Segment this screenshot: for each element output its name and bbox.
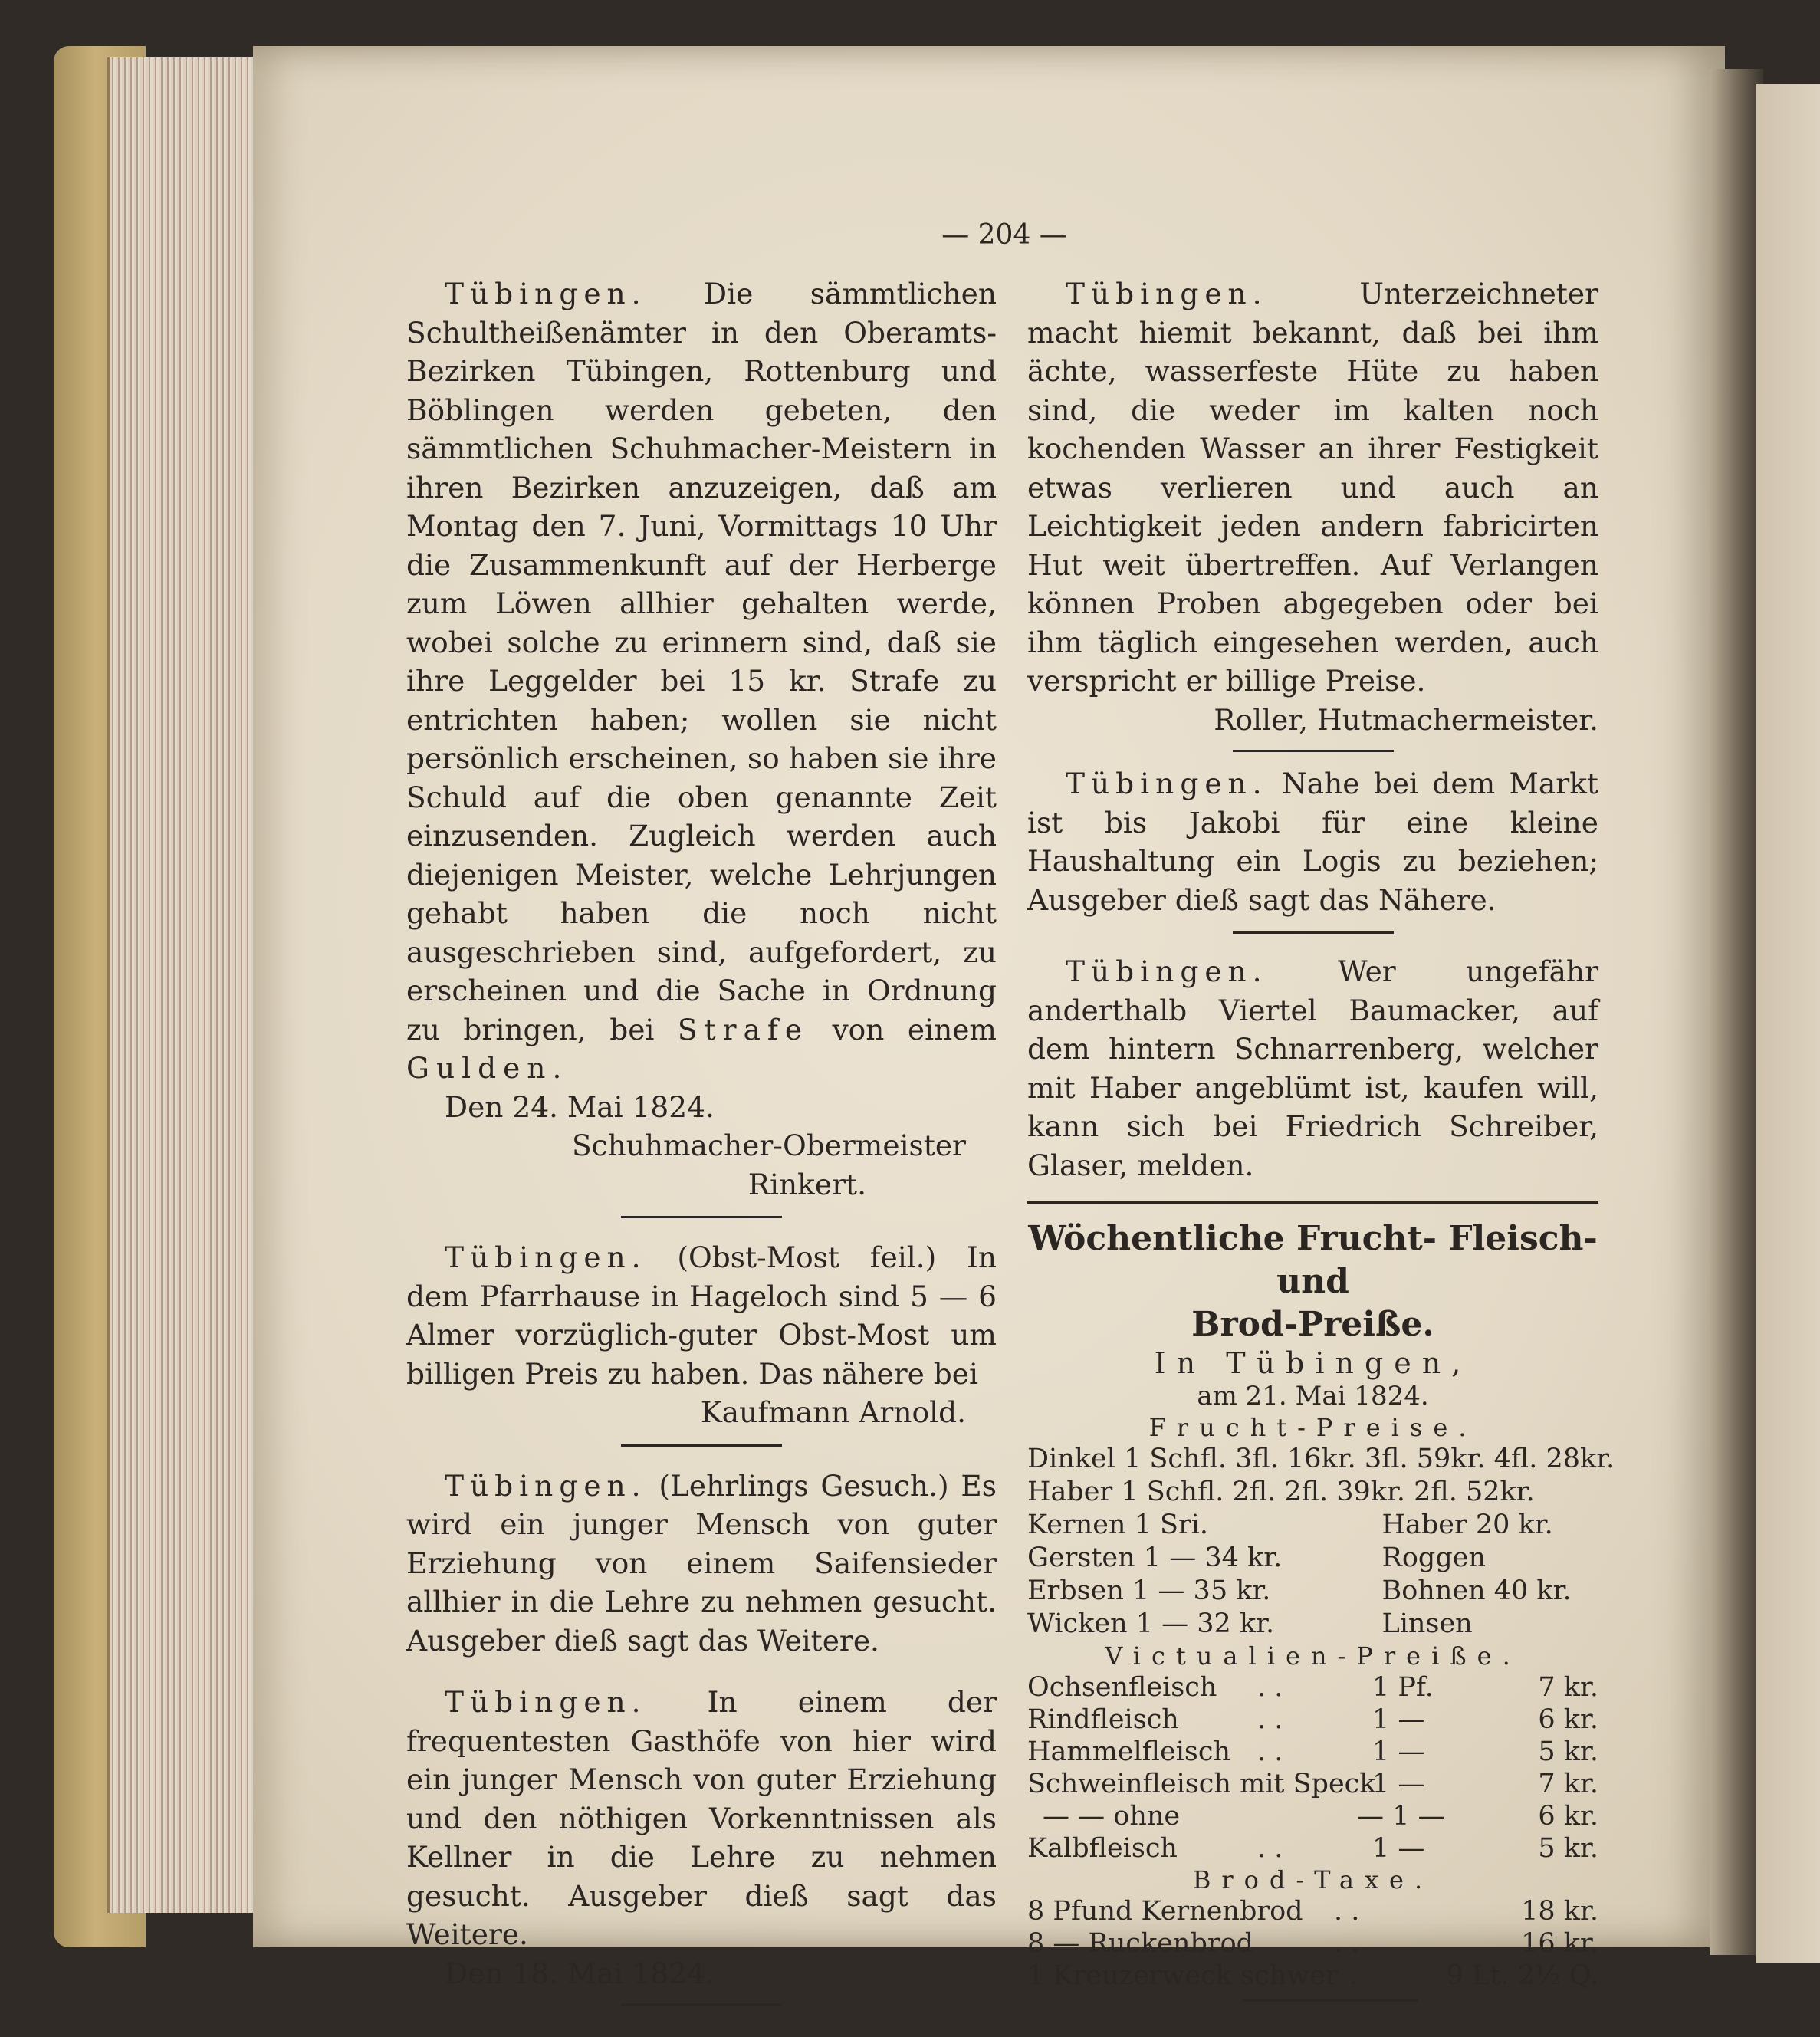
right-column bbox=[1027, 274, 1615, 2002]
sri-cell: Erbsen 1 — 35 kr. bbox=[1027, 1575, 1271, 1606]
item-name: Rindfleisch bbox=[1027, 1704, 1179, 1735]
sri-cell: Roggen bbox=[1381, 1543, 1486, 1573]
item-name: 8 Pfund Kernenbrod bbox=[1027, 1896, 1303, 1927]
item-name: 1 Kreuzerweck schwer bbox=[1027, 1960, 1339, 1991]
sri-cell: Haber 20 kr. bbox=[1381, 1510, 1553, 1540]
item-name: Schweinfleisch mit Speck bbox=[1027, 1769, 1376, 1799]
divider bbox=[621, 2003, 782, 2006]
item-unit: 1 — bbox=[1372, 1704, 1425, 1735]
brod-row bbox=[1027, 1895, 1598, 1927]
notice-text: (Obst-Most feil.) In dem Pfarrhause in Hageloch sind 5 — 6 Almer vorzüglich-guter Obst-Most um billigen Preis zu haben. Das nähere bei bbox=[406, 1240, 997, 1391]
notice-emphasis: Strafe bbox=[677, 1012, 810, 1046]
sri-cell: Wicken 1 — 32 kr. bbox=[1027, 1608, 1275, 1639]
brod-row bbox=[1027, 1927, 1598, 1960]
page-number: — 204 — bbox=[941, 219, 1067, 251]
notice-baumacker bbox=[1027, 952, 1598, 1184]
divider bbox=[1233, 750, 1394, 752]
item-unit: 1 — bbox=[1372, 1769, 1425, 1799]
notice-obst-most bbox=[406, 1238, 997, 1432]
notice-text: Die sämmtlichen Schultheißenämter in den Oberamts-Bezirken Tübingen, Rottenburg und Böblingen werden gebeten, den sämmtlichen Schuhmacher-Meistern in ihren Bezirken anzuzeigen, daß am Montag den 7. Juni, Vormittags 10 Uhr die Zusammenkunft auf der Herberge zum Löwen allhier gehalten werde, wobei solche zu erinnern sind, daß sie ihre Leggelder bei 15 kr. Strafe zu entrichten haben; wollen sie nicht persönlich erscheinen, so haben sie ihre Schuld auf die oben genannte Zeit einzusenden. Zugleich werden auch diejenigen Meister, welche Lehrjungen gehabt haben die noch nicht ausgeschrieben sind, aufgefordert, zu erscheinen und die Sache in Ordnung zu bringen, bei bbox=[406, 277, 997, 1046]
notice-body bbox=[1027, 274, 1598, 701]
notice-body bbox=[406, 274, 997, 1088]
notice-location: Tübingen. bbox=[445, 1685, 647, 1719]
brod-heading: Brod-Taxe. bbox=[1192, 1865, 1434, 1894]
item-price: 5 kr. bbox=[1538, 1736, 1598, 1767]
item-unit: — 1 — bbox=[1357, 1801, 1445, 1832]
notice-text: In einem der frequentesten Gasthöfe von hier wird ein junger Mensch von guter Erziehung und den nöthigen Vorkenntnissen als Kellner in die Lehre zu nehmen gesucht. Ausgeber dieß sagt das Weitere. bbox=[406, 1685, 997, 1951]
notice-hutmacher bbox=[1027, 274, 1598, 739]
victualien-row bbox=[1027, 1736, 1598, 1768]
notice-date: Den 18. Mai 1824. bbox=[445, 1956, 715, 1990]
item-unit: 1 Pf. bbox=[1372, 1672, 1434, 1703]
sri-cell: Gersten 1 — 34 kr. bbox=[1027, 1543, 1283, 1573]
notice-body bbox=[406, 1238, 997, 1393]
sri-cell: Linsen bbox=[1381, 1608, 1473, 1639]
item-dots: . . bbox=[1334, 1928, 1360, 1959]
item-unit: 1 — bbox=[1372, 1736, 1425, 1767]
divider bbox=[1242, 1999, 1418, 2002]
brod-row bbox=[1027, 1960, 1598, 1992]
notice-text: (Lehrlings Gesuch.) Es wird ein junger Mensch von guter Erziehung von einem Saifensieder allhier in die Lehre zu nehmen gesucht. Ausgeber dieß sagt das Weitere. bbox=[406, 1468, 997, 1658]
price-list-subtitle: Brod-Preiße. bbox=[1191, 1305, 1434, 1344]
sri-row bbox=[1027, 1608, 1598, 1641]
price-list-title: Wöchentliche Frucht- Fleisch- und bbox=[1028, 1219, 1598, 1301]
price-list-date: am 21. Mai 1824. bbox=[1197, 1381, 1429, 1411]
notice-location: Tübingen. bbox=[1066, 954, 1268, 988]
item-price: 5 kr. bbox=[1538, 1833, 1598, 1864]
notice-schuhmacher bbox=[406, 274, 997, 1204]
sri-row bbox=[1027, 1575, 1598, 1608]
item-dots: . . bbox=[1257, 1704, 1283, 1735]
item-dots: . . bbox=[1257, 1833, 1283, 1864]
signature-name: Rinkert. bbox=[747, 1167, 866, 1201]
item-dots: . . bbox=[1257, 1736, 1283, 1767]
item-price: 7 kr. bbox=[1538, 1769, 1598, 1799]
sri-row bbox=[1027, 1509, 1598, 1542]
notice-date: Den 24. Mai 1824. bbox=[445, 1089, 715, 1124]
notice-body bbox=[1027, 952, 1598, 1184]
item-name: — — ohne bbox=[1043, 1801, 1181, 1832]
divider bbox=[621, 1444, 782, 1447]
notice-location: Tübingen. bbox=[445, 277, 647, 310]
item-dots: . . bbox=[1334, 1896, 1360, 1927]
victualien-row bbox=[1027, 1671, 1598, 1704]
frucht-heading: Frucht-Preise. bbox=[1148, 1413, 1477, 1442]
notice-logis bbox=[1027, 764, 1598, 919]
item-price: 7 kr. bbox=[1538, 1672, 1598, 1703]
notice-text-cont: von einem bbox=[832, 1012, 997, 1046]
signature-title: Schuhmacher-Obermeister bbox=[571, 1129, 966, 1162]
sri-row bbox=[1027, 1542, 1598, 1575]
notice-location: Tübingen. bbox=[1066, 767, 1268, 800]
signature-name: Roller, Hutmachermeister. bbox=[1214, 702, 1598, 737]
sri-cell: Bohnen 40 kr. bbox=[1381, 1575, 1572, 1606]
notice-location: Tübingen. bbox=[445, 1240, 647, 1274]
item-dots: . . bbox=[1257, 1672, 1283, 1703]
price-list bbox=[1027, 1217, 1615, 2002]
notice-body bbox=[1027, 764, 1598, 919]
notice-lehrling bbox=[406, 1467, 997, 1661]
facing-page-edge bbox=[1756, 84, 1820, 1963]
signature-name: Kaufmann Arnold. bbox=[700, 1395, 966, 1429]
item-price: 9 Lt. 2½ Q. bbox=[1446, 1960, 1598, 1991]
victualien-heading: Victualien-Preiße. bbox=[1105, 1641, 1521, 1671]
victualien-row bbox=[1027, 1704, 1598, 1736]
left-column bbox=[406, 274, 997, 2026]
notice-kellner bbox=[406, 1683, 997, 1993]
notice-text: Unterzeichneter macht hiemit bekannt, daß bei ihm ächte, wasserfeste Hüte zu haben sind, die weder im kalten noch kochenden Wasser an ihrer Festigkeit etwas verlieren und auch an Leichtigkeit jeden andern fabricirten Hut weit übertreffen. Auf Verlangen können Proben abgegeben oder bei ihm täglich eingesehen werden, auch verspricht er billige Preise. bbox=[1027, 277, 1598, 698]
item-price: 6 kr. bbox=[1538, 1704, 1598, 1735]
divider bbox=[1233, 931, 1394, 934]
divider-long bbox=[1027, 1201, 1598, 1204]
notice-location: Tübingen. bbox=[445, 1468, 647, 1503]
frucht-line: Haber 1 Schfl. 2fl. 2fl. 39kr. 2fl. 52kr. bbox=[1027, 1477, 1535, 1507]
item-name: Kalbfleisch bbox=[1027, 1833, 1178, 1864]
item-price: 6 kr. bbox=[1538, 1801, 1598, 1832]
notice-body bbox=[406, 1467, 997, 1661]
victualien-row bbox=[1027, 1800, 1598, 1832]
item-price: 16 kr. bbox=[1521, 1928, 1598, 1959]
item-dots: . bbox=[1349, 1960, 1358, 1991]
notice-text: Wer ungefähr anderthalb Viertel Baumacker, auf dem hintern Schnarrenberg, welcher mit Haber angeblümt ist, kaufen will, kann sich bei Friedrich Schreiber, Glaser, melden. bbox=[1027, 954, 1599, 1182]
notice-text: Nahe bei dem Markt ist bis Jakobi für eine kleine Haushaltung ein Logis zu beziehen; Ausgeber dieß sagt das Nähere. bbox=[1027, 767, 1598, 917]
victualien-row bbox=[1027, 1768, 1598, 1800]
sri-cell: Kernen 1 Sri. bbox=[1027, 1510, 1208, 1540]
item-name: Ochsenfleisch bbox=[1027, 1672, 1217, 1703]
item-unit: 1 — bbox=[1372, 1833, 1425, 1864]
item-price: 18 kr. bbox=[1521, 1896, 1598, 1927]
notice-location: Tübingen. bbox=[1066, 277, 1268, 310]
item-name: Hammelfleisch bbox=[1027, 1736, 1231, 1767]
item-dots bbox=[1303, 1800, 1357, 1832]
price-list-place: In Tübingen, bbox=[1154, 1346, 1472, 1380]
divider bbox=[621, 1216, 782, 1218]
item-name: 8 — Ruckenbrod bbox=[1027, 1928, 1254, 1959]
notice-body bbox=[406, 1683, 997, 1954]
notice-emphasis-2: Gulden. bbox=[406, 1051, 569, 1085]
victualien-row bbox=[1027, 1832, 1598, 1865]
frucht-line: Dinkel 1 Schfl. 3fl. 16kr. 3fl. 59kr. 4fl. 28kr. bbox=[1027, 1444, 1615, 1474]
